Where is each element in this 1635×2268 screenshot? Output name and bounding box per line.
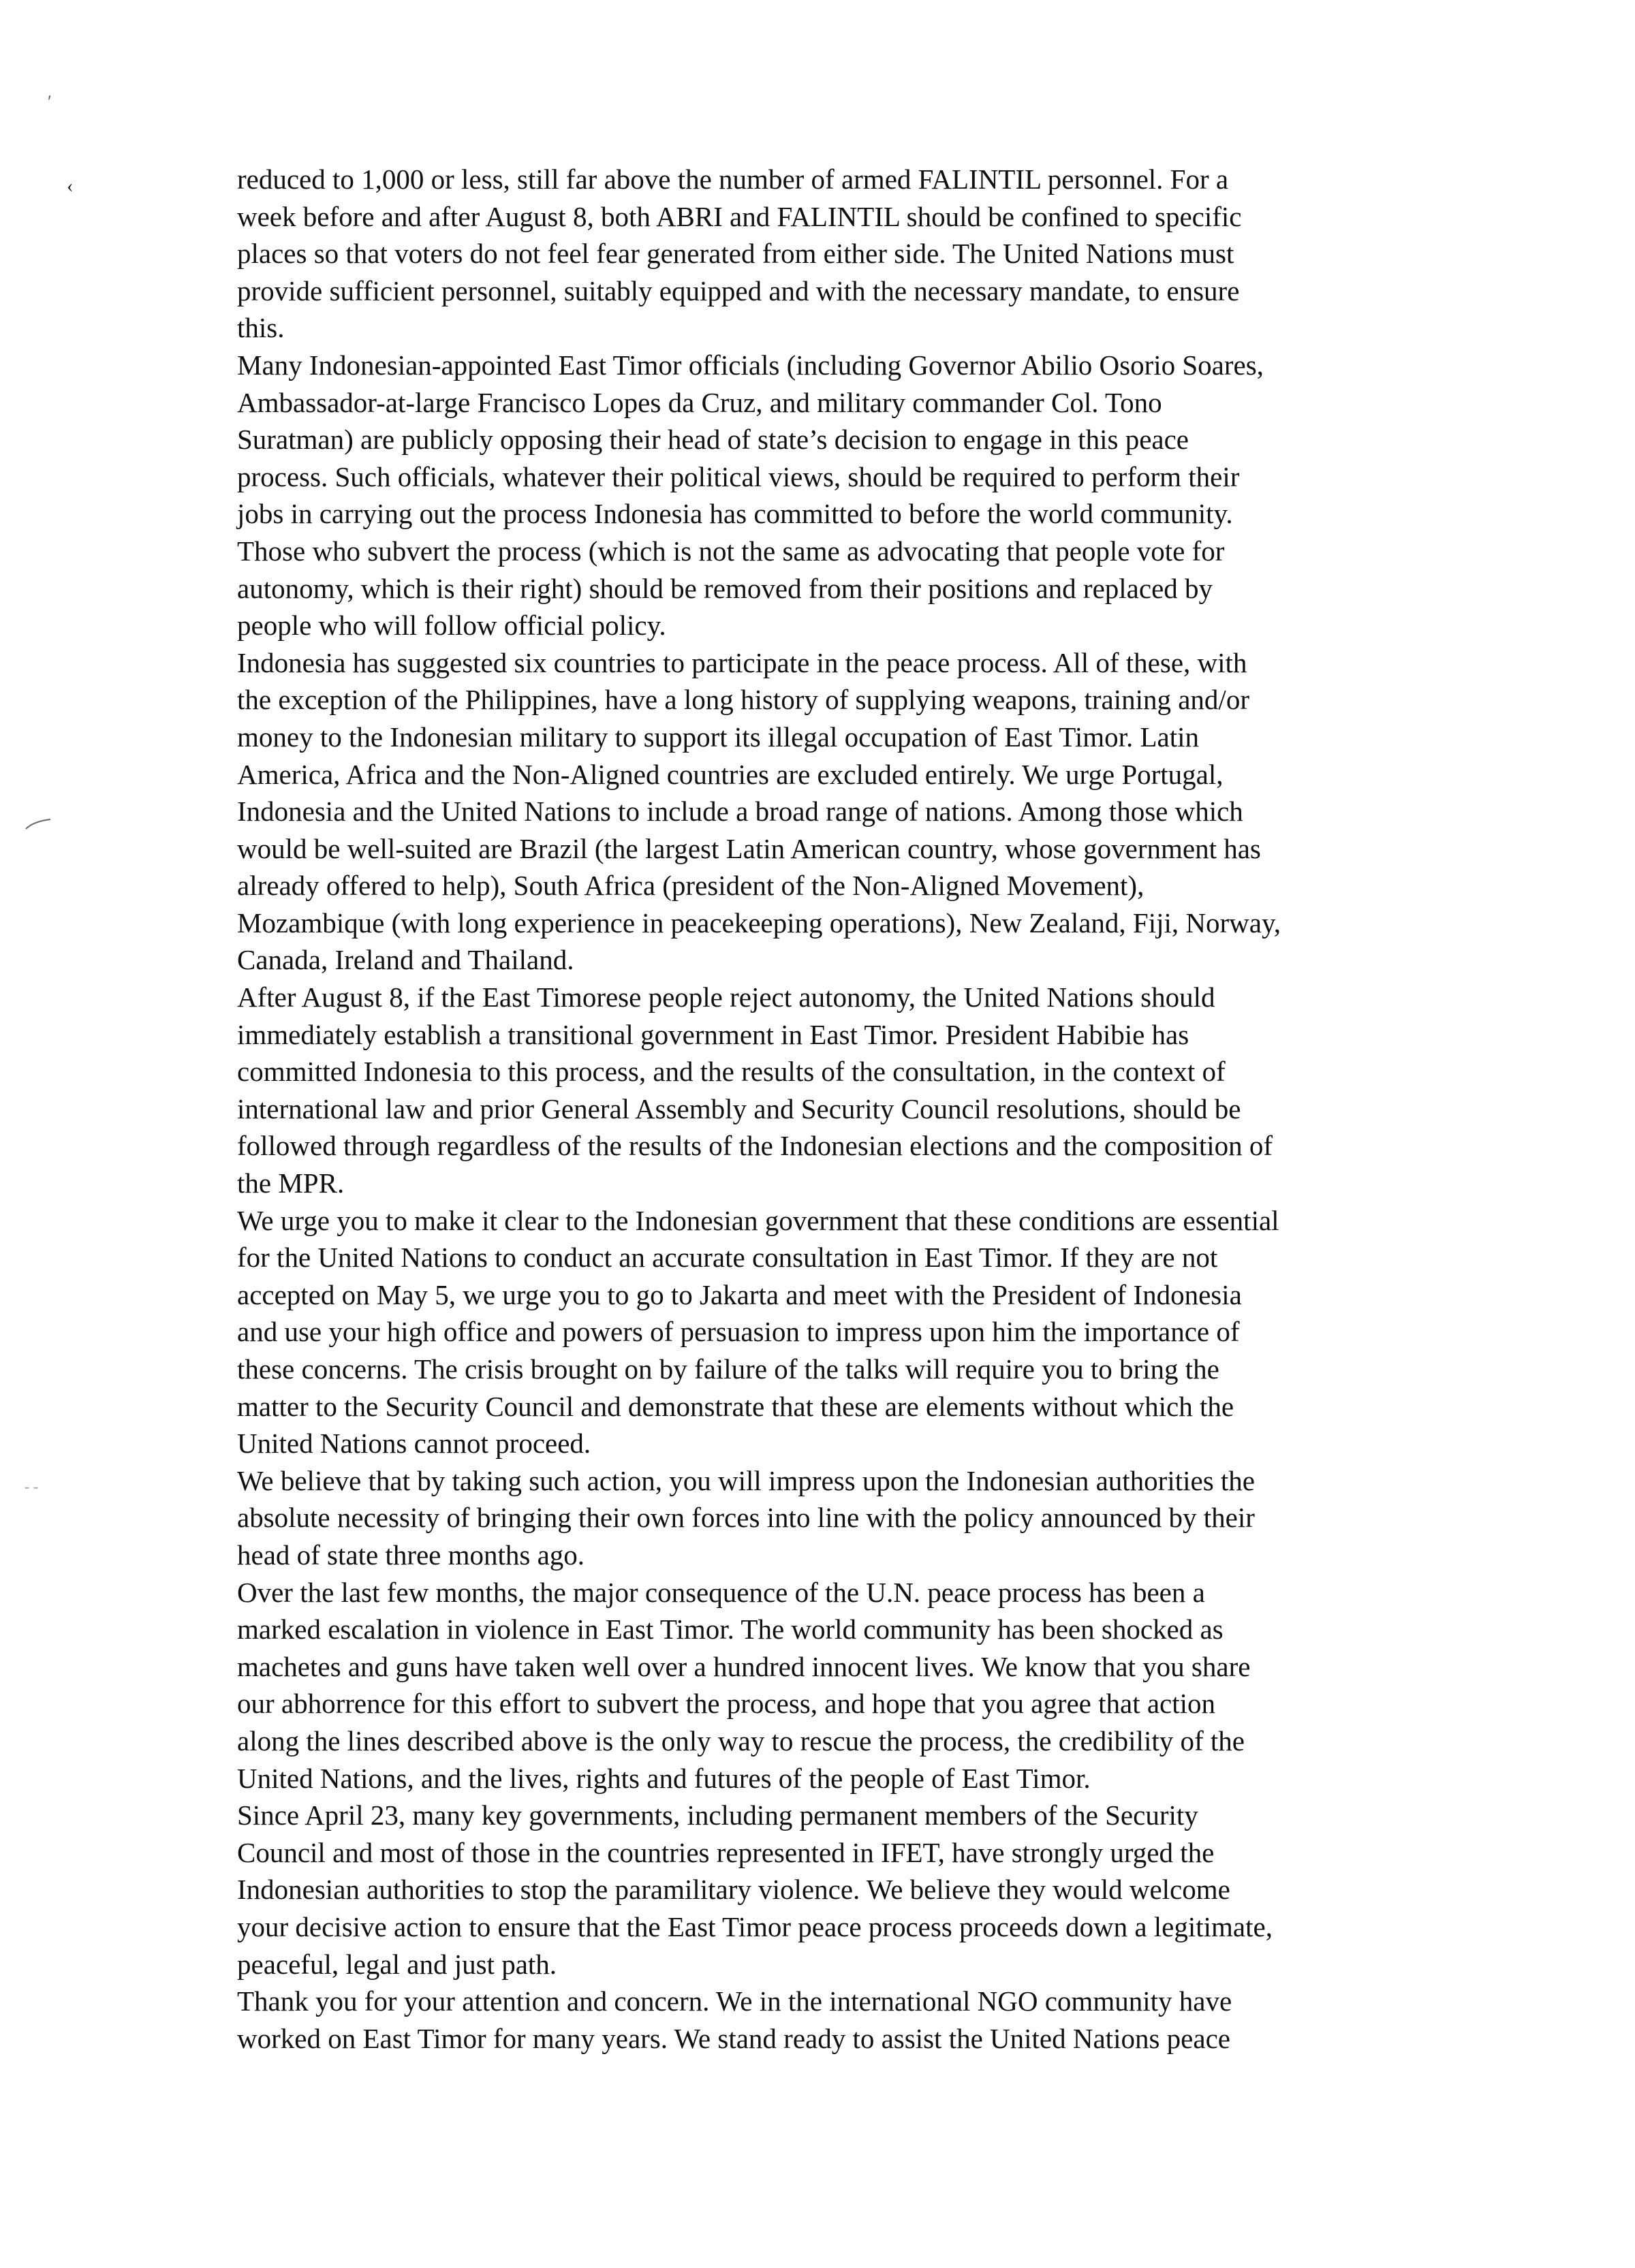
paragraph-officials: Many Indonesian-appointed East Timor officials (including Governor Abilio Osorio Soares, Ambassador-at-large Francisco Lopes da Cruz, and military commander Col. Tono Suratman) are publicly opposing their head of state’s decision to engage in this peace process. Such officials, whatever their political views, should be required to perform their jobs in carrying out the process Indonesia has committed to before the world community. Those who subvert the process (which is not the same as advocating that people vote for autonomy, which is their right) should be removed from their positions and replaced by people who will follow official policy. xyxy=(237,349,1264,642)
stray-dash-marks: - - xyxy=(25,1478,39,1495)
letter-body xyxy=(237,161,1484,2057)
stray-pen-stroke-icon xyxy=(25,817,52,831)
paragraph-disarmament: reduced to 1,000 or less, still far above the number of armed FALINTIL personnel. For a week before and after August 8, both ABRI and FALINTIL should be confined to specific places so that voters do not feel fear generated from either side. The United Nations must provide sufficient personnel, suitably equipped and with the necessary mandate, to ensure this. xyxy=(237,163,1242,344)
paragraph-transitional-government: After August 8, if the East Timorese people reject autonomy, the United Nations should immediately establish a transitional government in East Timor. President Habibie has committed Indonesia to this process, and the results of the consultation, in the context of international law and prior General Assembly and Security Council resolutions, should be followed through regardless of the results of the Indonesian elections and the composition of the MPR. xyxy=(237,981,1273,1199)
paragraph-violence-escalation: Over the last few months, the major consequence of the U.N. peace process has been a marked escalation in violence in East Timor. The world community has been shocked as machetes and guns have taken well over a hundred innocent lives. We know that you share our abhorrence for this effort to subvert the process, and hope that you agree that action along the lines described above is the only way to rescue the process, the credibility of the United Nations, and the lives, rights and futures of the people of East Timor. xyxy=(237,1576,1251,1794)
paragraph-impress-authorities: We believe that by taking such action, you will impress upon the Indonesian authorities the absolute necessity of bringing their own forces into line with the policy announced by their head of state three months ago. xyxy=(237,1464,1255,1571)
stray-tick-mark: ′ xyxy=(48,92,52,112)
paragraph-conditions: We urge you to make it clear to the Indonesian government that these conditions are essential for the United Nations to conduct an accurate consultation in East Timor. If they are not accepted on May 5, we urge you to go to Jakarta and meet with the President of Indonesia and use your high office and powers of persuasion to impress upon him the importance of these concerns. The crisis brought on by failure of the talks will require you to bring the matter to the Security Council and demonstrate that these are elements without which the United Nations cannot proceed. xyxy=(237,1204,1279,1460)
paragraph-participating-countries: Indonesia has suggested six countries to participate in the peace process. All of these, with the exception of the Philippines, have a long history of supplying weapons, training and/or money to the Indonesian military to support its illegal occupation of East Timor. Latin America, Africa and the Non-Aligned countries are excluded entirely. We urge Portugal, Indonesia and the United Nations to include a broad range of nations. Among those which would be well-suited are Brazil (the largest Latin American country, whose government has already offered to help), South Africa (president of the Non-Aligned Movement), Mozambique (with long experience in peacekeeping operations), New Zealand, Fiji, Norway, Canada, Ireland and Thailand. xyxy=(237,646,1281,976)
stray-bullet-mark: ‹ xyxy=(67,176,74,197)
paragraph-thank-you: Thank you for your attention and concern. We in the international NGO community have worked on East Timor for many years. We stand ready to assist the United Nations peace xyxy=(237,1985,1232,2054)
paragraph-governments-urged: Since April 23, many key governments, including permanent members of the Security Council and most of those in the countries represented in IFET, have strongly urged the Indonesian authorities to stop the paramilitary violence. We believe they would welcome your decisive action to ensure that the East Timor peace process proceeds down a legitimate, peaceful, legal and just path. xyxy=(237,1799,1273,1980)
